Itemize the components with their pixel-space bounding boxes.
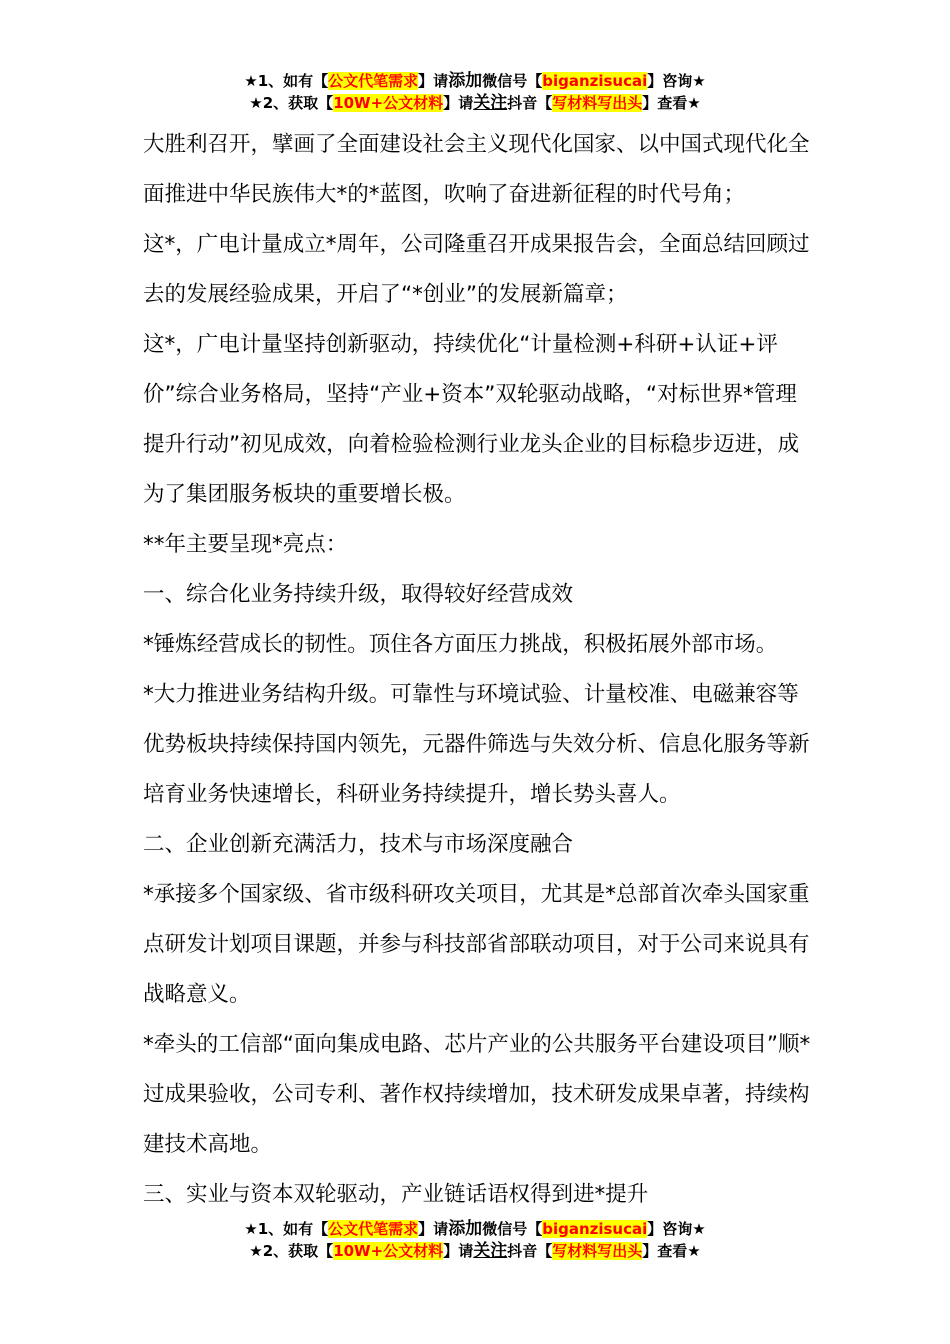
promo-highlight: 公文代笔需求	[328, 72, 419, 90]
promo-text: ★2、获取【	[249, 94, 334, 112]
promo-text: 】请	[418, 1220, 449, 1238]
promo-emphasis: 关注	[473, 93, 508, 113]
promo-text: ★1、如有【	[244, 72, 329, 90]
section-heading: 二、企业创新充满活力，技术与市场深度融合	[143, 832, 574, 857]
paragraph: **年主要呈现*亮点：	[143, 532, 348, 557]
promo-text: 】请	[418, 72, 449, 90]
promo-text: 】咨询★	[647, 72, 706, 90]
promo-emphasis: 添加	[448, 1219, 483, 1239]
wechat-id: biganzisucai	[542, 1220, 648, 1238]
promo-banner-top	[0, 70, 950, 114]
promo-highlight: 10W+公文材料	[333, 94, 444, 112]
promo-text: 】查看★	[642, 94, 701, 112]
paragraph: 这*，广电计量成立*周年，公司隆重召开成果报告会，全面总结回顾过去的发展经验成果，开启了“*创业”的发展新篇章；	[143, 232, 810, 307]
paragraph: *锤炼经营成长的韧性。顶住各方面压力挑战，积极拓展外部市场。	[143, 632, 778, 657]
promo-text: 】请	[443, 94, 474, 112]
promo-text: 】请	[443, 1242, 474, 1260]
promo-text: 微信号【	[482, 72, 543, 90]
douyin-account: 写材料写出头	[552, 94, 643, 112]
promo-text: 微信号【	[482, 1220, 543, 1238]
paragraph: 这*，广电计量坚持创新驱动，持续优化“计量检测+科研+认证+评价”综合业务格局，坚持“产业+资本”双轮驱动战略，“对标世界*管理提升行动”初见成效，向着检验检测行业龙头企业的目标稳步迈进，成为了集团服务板块的重要增长极。	[143, 332, 800, 507]
promo-highlight: 公文代笔需求	[328, 1220, 419, 1238]
promo-text: 】查看★	[642, 1242, 701, 1260]
promo-text: 抖音【	[507, 94, 553, 112]
paragraph: 大胜利召开，擘画了全面建设社会主义现代化国家、以中国式现代化全面推进中华民族伟大*的*蓝图，吹响了奋进新征程的时代号角；	[143, 132, 810, 207]
promo-line-2	[0, 92, 950, 114]
section-heading: 三、实业与资本双轮驱动，产业链话语权得到进*提升	[143, 1182, 649, 1207]
promo-line-2	[0, 1240, 950, 1262]
promo-line-1	[0, 70, 950, 92]
paragraph: *牵头的工信部“面向集成电路、芯片产业的公共服务平台建设项目”顺*过成果验收，公司专利、著作权持续增加，技术研发成果卓著，持续构建技术高地。	[143, 1032, 811, 1157]
promo-line-1	[0, 1218, 950, 1240]
promo-highlight: 10W+公文材料	[333, 1242, 444, 1260]
promo-emphasis: 关注	[473, 1241, 508, 1261]
promo-text: 】咨询★	[647, 1220, 706, 1238]
promo-text: ★2、获取【	[249, 1242, 334, 1260]
promo-emphasis: 添加	[448, 71, 483, 91]
wechat-id: biganzisucai	[542, 72, 648, 90]
douyin-account: 写材料写出头	[552, 1242, 643, 1260]
promo-text: 抖音【	[507, 1242, 553, 1260]
paragraph: *承接多个国家级、省市级科研攻关项目，尤其是*总部首次牵头国家重点研发计划项目课题，并参与科技部省部联动项目，对于公司来说具有战略意义。	[143, 882, 810, 1007]
promo-text: ★1、如有【	[244, 1220, 329, 1238]
document-body	[143, 120, 811, 1220]
promo-banner-bottom	[0, 1218, 950, 1262]
section-heading: 一、综合化业务持续升级，取得较好经营成效	[143, 582, 574, 607]
paragraph: *大力推进业务结构升级。可靠性与环境试验、计量校准、电磁兼容等优势板块持续保持国内领先，元器件筛选与失效分析、信息化服务等新培育业务快速增长，科研业务持续提升，增长势头喜人。	[143, 682, 810, 807]
